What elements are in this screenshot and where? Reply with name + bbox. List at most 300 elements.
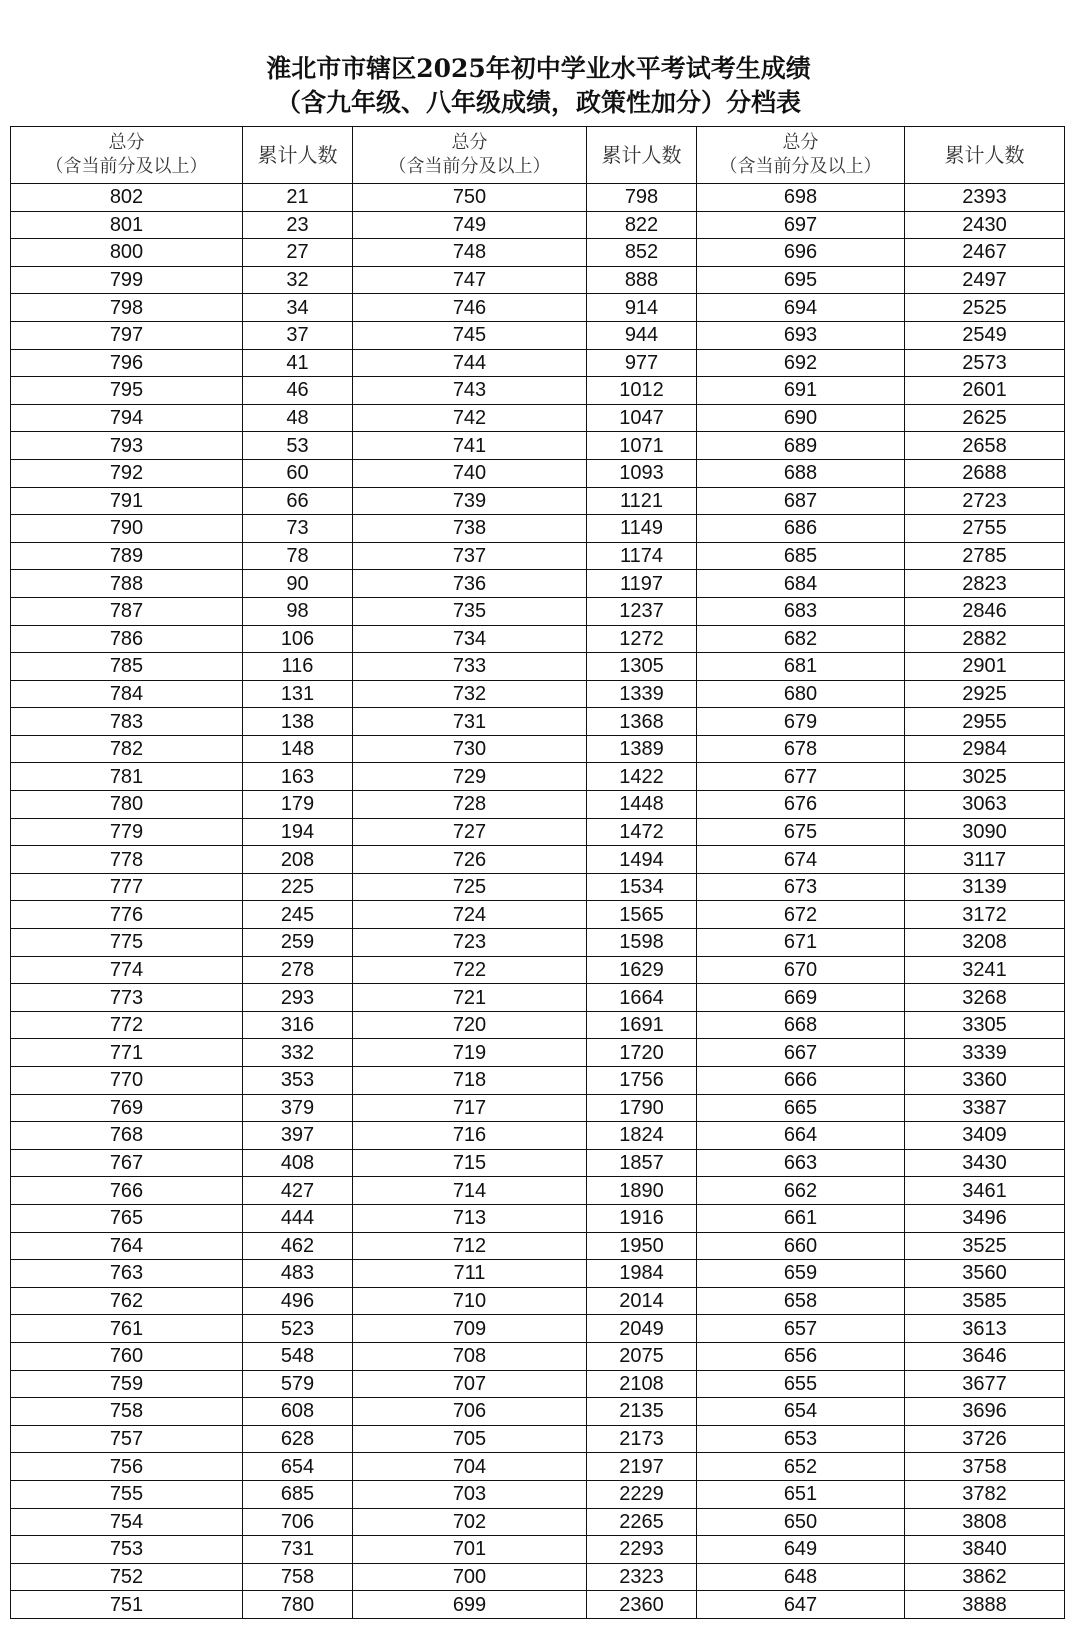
score-cell: 700 — [353, 1563, 587, 1591]
score-cell: 661 — [697, 1204, 905, 1232]
score-cell: 740 — [353, 459, 587, 487]
header-total-score: 总分 （含当前分及以上） — [697, 127, 905, 184]
score-cell: 694 — [697, 294, 905, 322]
table-row — [11, 487, 1065, 515]
score-cell: 751 — [11, 1591, 243, 1619]
score-cell: 685 — [697, 542, 905, 570]
score-cell: 743 — [353, 377, 587, 405]
count-cell: 27 — [243, 239, 353, 267]
score-cell: 797 — [11, 321, 243, 349]
score-cell: 739 — [353, 487, 587, 515]
score-cell: 732 — [353, 680, 587, 708]
count-cell: 1534 — [587, 873, 697, 901]
score-cell: 693 — [697, 321, 905, 349]
count-cell: 1237 — [587, 597, 697, 625]
count-cell: 944 — [587, 321, 697, 349]
count-cell: 106 — [243, 625, 353, 653]
count-cell: 3525 — [905, 1232, 1065, 1260]
score-cell: 748 — [353, 239, 587, 267]
score-cell: 692 — [697, 349, 905, 377]
count-cell: 179 — [243, 791, 353, 819]
score-cell: 680 — [697, 680, 905, 708]
score-cell: 657 — [697, 1315, 905, 1343]
count-cell: 3677 — [905, 1370, 1065, 1398]
score-cell: 744 — [353, 349, 587, 377]
count-cell: 2135 — [587, 1398, 697, 1426]
count-cell: 66 — [243, 487, 353, 515]
score-cell: 733 — [353, 653, 587, 681]
table-row — [11, 1398, 1065, 1426]
score-cell: 689 — [697, 432, 905, 460]
count-cell: 397 — [243, 1122, 353, 1150]
score-cell: 652 — [697, 1453, 905, 1481]
score-cell: 681 — [697, 653, 905, 681]
count-cell: 2323 — [587, 1563, 697, 1591]
count-cell: 3305 — [905, 1011, 1065, 1039]
count-cell: 3758 — [905, 1453, 1065, 1481]
score-cell: 799 — [11, 266, 243, 294]
count-cell: 2549 — [905, 321, 1065, 349]
count-cell: 1121 — [587, 487, 697, 515]
count-cell: 628 — [243, 1425, 353, 1453]
score-cell: 753 — [11, 1536, 243, 1564]
score-cell: 756 — [11, 1453, 243, 1481]
count-cell: 2014 — [587, 1287, 697, 1315]
score-cell: 788 — [11, 570, 243, 598]
score-cell: 717 — [353, 1094, 587, 1122]
table-row — [11, 1177, 1065, 1205]
score-cell: 688 — [697, 459, 905, 487]
score-cell: 698 — [697, 184, 905, 212]
score-cell: 771 — [11, 1039, 243, 1067]
table-row — [11, 542, 1065, 570]
score-cell: 714 — [353, 1177, 587, 1205]
document-title — [0, 52, 1077, 120]
count-cell: 548 — [243, 1342, 353, 1370]
count-cell: 2823 — [905, 570, 1065, 598]
count-cell: 3172 — [905, 901, 1065, 929]
count-cell: 1984 — [587, 1260, 697, 1288]
count-cell: 2467 — [905, 239, 1065, 267]
score-cell: 734 — [353, 625, 587, 653]
count-cell: 3339 — [905, 1039, 1065, 1067]
count-cell: 1720 — [587, 1039, 697, 1067]
count-cell: 2955 — [905, 708, 1065, 736]
score-cell: 746 — [353, 294, 587, 322]
table-row — [11, 984, 1065, 1012]
count-cell: 1629 — [587, 956, 697, 984]
table-row — [11, 349, 1065, 377]
count-cell: 685 — [243, 1480, 353, 1508]
score-cell: 790 — [11, 515, 243, 543]
count-cell: 977 — [587, 349, 697, 377]
count-cell: 3025 — [905, 763, 1065, 791]
table-row — [11, 625, 1065, 653]
score-cell: 724 — [353, 901, 587, 929]
table-row — [11, 846, 1065, 874]
count-cell: 3387 — [905, 1094, 1065, 1122]
score-cell: 663 — [697, 1149, 905, 1177]
count-cell: 3268 — [905, 984, 1065, 1012]
table-row — [11, 1480, 1065, 1508]
table-row — [11, 184, 1065, 212]
score-cell: 653 — [697, 1425, 905, 1453]
count-cell: 731 — [243, 1536, 353, 1564]
score-cell: 762 — [11, 1287, 243, 1315]
table-row — [11, 1039, 1065, 1067]
count-cell: 408 — [243, 1149, 353, 1177]
count-cell: 41 — [243, 349, 353, 377]
count-cell: 138 — [243, 708, 353, 736]
count-cell: 37 — [243, 321, 353, 349]
count-cell: 2430 — [905, 211, 1065, 239]
count-cell: 163 — [243, 763, 353, 791]
score-cell: 658 — [697, 1287, 905, 1315]
count-cell: 1756 — [587, 1067, 697, 1095]
score-cell: 737 — [353, 542, 587, 570]
score-cell: 719 — [353, 1039, 587, 1067]
score-cell: 682 — [697, 625, 905, 653]
count-cell: 1012 — [587, 377, 697, 405]
header-cumulative-count: 累计人数 — [587, 127, 697, 184]
count-cell: 1448 — [587, 791, 697, 819]
table-row — [11, 1011, 1065, 1039]
count-cell: 2197 — [587, 1453, 697, 1481]
count-cell: 3585 — [905, 1287, 1065, 1315]
count-cell: 1598 — [587, 929, 697, 957]
score-cell: 757 — [11, 1425, 243, 1453]
score-cell: 678 — [697, 735, 905, 763]
count-cell: 98 — [243, 597, 353, 625]
table-row — [11, 459, 1065, 487]
count-cell: 1305 — [587, 653, 697, 681]
table-row — [11, 1536, 1065, 1564]
count-cell: 2658 — [905, 432, 1065, 460]
score-cell: 769 — [11, 1094, 243, 1122]
count-cell: 2723 — [905, 487, 1065, 515]
count-cell: 1950 — [587, 1232, 697, 1260]
score-cell: 760 — [11, 1342, 243, 1370]
count-cell: 48 — [243, 404, 353, 432]
count-cell: 225 — [243, 873, 353, 901]
header-cumulative-count: 累计人数 — [905, 127, 1065, 184]
score-cell: 765 — [11, 1204, 243, 1232]
score-cell: 745 — [353, 321, 587, 349]
table-row — [11, 1122, 1065, 1150]
count-cell: 2265 — [587, 1508, 697, 1536]
score-cell: 764 — [11, 1232, 243, 1260]
count-cell: 579 — [243, 1370, 353, 1398]
count-cell: 1149 — [587, 515, 697, 543]
count-cell: 2925 — [905, 680, 1065, 708]
score-cell: 770 — [11, 1067, 243, 1095]
score-cell: 763 — [11, 1260, 243, 1288]
score-cell: 655 — [697, 1370, 905, 1398]
table-row — [11, 653, 1065, 681]
score-cell: 747 — [353, 266, 587, 294]
score-cell: 726 — [353, 846, 587, 874]
score-cell: 712 — [353, 1232, 587, 1260]
score-cell: 664 — [697, 1122, 905, 1150]
count-cell: 3430 — [905, 1149, 1065, 1177]
table-row — [11, 515, 1065, 543]
table-row — [11, 1232, 1065, 1260]
count-cell: 1272 — [587, 625, 697, 653]
count-cell: 208 — [243, 846, 353, 874]
count-cell: 2360 — [587, 1591, 697, 1619]
table-row — [11, 1149, 1065, 1177]
count-cell: 2293 — [587, 1536, 697, 1564]
table-row — [11, 1067, 1065, 1095]
score-cell: 668 — [697, 1011, 905, 1039]
score-cell: 741 — [353, 432, 587, 460]
score-cell: 755 — [11, 1480, 243, 1508]
score-cell: 706 — [353, 1398, 587, 1426]
score-cell: 768 — [11, 1122, 243, 1150]
score-cell: 742 — [353, 404, 587, 432]
count-cell: 3613 — [905, 1315, 1065, 1343]
count-cell: 131 — [243, 680, 353, 708]
table-row — [11, 266, 1065, 294]
count-cell: 3090 — [905, 818, 1065, 846]
count-cell: 462 — [243, 1232, 353, 1260]
score-table — [10, 126, 1065, 1619]
score-cell: 759 — [11, 1370, 243, 1398]
score-cell: 677 — [697, 763, 905, 791]
count-cell: 1472 — [587, 818, 697, 846]
table-row — [11, 680, 1065, 708]
count-cell: 1494 — [587, 846, 697, 874]
count-cell: 90 — [243, 570, 353, 598]
header-cumulative-count: 累计人数 — [243, 127, 353, 184]
score-cell: 702 — [353, 1508, 587, 1536]
score-cell: 675 — [697, 818, 905, 846]
score-cell: 779 — [11, 818, 243, 846]
count-cell: 116 — [243, 653, 353, 681]
header-total-score: 总分 （含当前分及以上） — [11, 127, 243, 184]
score-cell: 687 — [697, 487, 905, 515]
count-cell: 1422 — [587, 763, 697, 791]
count-cell: 2846 — [905, 597, 1065, 625]
score-cell: 772 — [11, 1011, 243, 1039]
count-cell: 278 — [243, 956, 353, 984]
score-cell: 736 — [353, 570, 587, 598]
score-cell: 793 — [11, 432, 243, 460]
count-cell: 3139 — [905, 873, 1065, 901]
score-cell: 708 — [353, 1342, 587, 1370]
score-cell: 676 — [697, 791, 905, 819]
header-total-score: 总分 （含当前分及以上） — [353, 127, 587, 184]
count-cell: 3862 — [905, 1563, 1065, 1591]
score-cell: 802 — [11, 184, 243, 212]
count-cell: 259 — [243, 929, 353, 957]
count-cell: 2049 — [587, 1315, 697, 1343]
score-cell: 672 — [697, 901, 905, 929]
score-cell: 691 — [697, 377, 905, 405]
count-cell: 293 — [243, 984, 353, 1012]
count-cell: 3646 — [905, 1342, 1065, 1370]
score-cell: 709 — [353, 1315, 587, 1343]
count-cell: 2625 — [905, 404, 1065, 432]
table-header-row — [11, 127, 1065, 184]
score-cell: 699 — [353, 1591, 587, 1619]
score-cell: 704 — [353, 1453, 587, 1481]
score-cell: 720 — [353, 1011, 587, 1039]
score-cell: 725 — [353, 873, 587, 901]
score-cell: 794 — [11, 404, 243, 432]
count-cell: 245 — [243, 901, 353, 929]
score-cell: 696 — [697, 239, 905, 267]
table-row — [11, 929, 1065, 957]
score-cell: 670 — [697, 956, 905, 984]
score-cell: 647 — [697, 1591, 905, 1619]
score-cell: 730 — [353, 735, 587, 763]
count-cell: 1368 — [587, 708, 697, 736]
score-cell: 722 — [353, 956, 587, 984]
score-cell: 727 — [353, 818, 587, 846]
count-cell: 78 — [243, 542, 353, 570]
score-cell: 662 — [697, 1177, 905, 1205]
table-row — [11, 956, 1065, 984]
score-cell: 669 — [697, 984, 905, 1012]
count-cell: 1857 — [587, 1149, 697, 1177]
count-cell: 2901 — [905, 653, 1065, 681]
table-row — [11, 597, 1065, 625]
table-row — [11, 763, 1065, 791]
count-cell: 3840 — [905, 1536, 1065, 1564]
score-cell: 750 — [353, 184, 587, 212]
count-cell: 798 — [587, 184, 697, 212]
count-cell: 23 — [243, 211, 353, 239]
table-row — [11, 404, 1065, 432]
score-cell: 650 — [697, 1508, 905, 1536]
count-cell: 1174 — [587, 542, 697, 570]
count-cell: 1339 — [587, 680, 697, 708]
count-cell: 1890 — [587, 1177, 697, 1205]
score-cell: 781 — [11, 763, 243, 791]
count-cell: 1197 — [587, 570, 697, 598]
count-cell: 1047 — [587, 404, 697, 432]
count-cell: 654 — [243, 1453, 353, 1481]
count-cell: 1916 — [587, 1204, 697, 1232]
count-cell: 1093 — [587, 459, 697, 487]
score-cell: 752 — [11, 1563, 243, 1591]
count-cell: 2525 — [905, 294, 1065, 322]
score-cell: 713 — [353, 1204, 587, 1232]
title-line-2: （含九年级、八年级成绩，政策性加分）分档表 — [275, 88, 801, 117]
count-cell: 73 — [243, 515, 353, 543]
count-cell: 706 — [243, 1508, 353, 1536]
score-cell: 718 — [353, 1067, 587, 1095]
count-cell: 1664 — [587, 984, 697, 1012]
table-row — [11, 1563, 1065, 1591]
table-row — [11, 1094, 1065, 1122]
table-row — [11, 377, 1065, 405]
score-cell: 686 — [697, 515, 905, 543]
count-cell: 46 — [243, 377, 353, 405]
score-cell: 783 — [11, 708, 243, 736]
count-cell: 852 — [587, 239, 697, 267]
score-cell: 684 — [697, 570, 905, 598]
count-cell: 780 — [243, 1591, 353, 1619]
score-cell: 789 — [11, 542, 243, 570]
score-cell: 800 — [11, 239, 243, 267]
score-cell: 761 — [11, 1315, 243, 1343]
count-cell: 332 — [243, 1039, 353, 1067]
table-row — [11, 1591, 1065, 1619]
count-cell: 3117 — [905, 846, 1065, 874]
score-cell: 673 — [697, 873, 905, 901]
table-row — [11, 873, 1065, 901]
score-cell: 786 — [11, 625, 243, 653]
count-cell: 353 — [243, 1067, 353, 1095]
count-cell: 2075 — [587, 1342, 697, 1370]
count-cell: 2497 — [905, 266, 1065, 294]
table-body — [11, 184, 1065, 1619]
score-cell: 715 — [353, 1149, 587, 1177]
count-cell: 483 — [243, 1260, 353, 1288]
table-row — [11, 1287, 1065, 1315]
title-line-1: 淮北市市辖区2025年初中学业水平考试考生成绩 — [266, 54, 811, 83]
score-cell: 648 — [697, 1563, 905, 1591]
count-cell: 60 — [243, 459, 353, 487]
score-cell: 782 — [11, 735, 243, 763]
score-cell: 785 — [11, 653, 243, 681]
score-cell: 723 — [353, 929, 587, 957]
count-cell: 3808 — [905, 1508, 1065, 1536]
count-cell: 53 — [243, 432, 353, 460]
count-cell: 32 — [243, 266, 353, 294]
score-cell: 656 — [697, 1342, 905, 1370]
score-cell: 791 — [11, 487, 243, 515]
table-row — [11, 1260, 1065, 1288]
count-cell: 3409 — [905, 1122, 1065, 1150]
count-cell: 2573 — [905, 349, 1065, 377]
score-cell: 787 — [11, 597, 243, 625]
table-row — [11, 1453, 1065, 1481]
score-cell: 674 — [697, 846, 905, 874]
score-cell: 776 — [11, 901, 243, 929]
table-row — [11, 239, 1065, 267]
score-cell: 784 — [11, 680, 243, 708]
score-cell: 671 — [697, 929, 905, 957]
count-cell: 444 — [243, 1204, 353, 1232]
score-cell: 707 — [353, 1370, 587, 1398]
score-cell: 667 — [697, 1039, 905, 1067]
count-cell: 3560 — [905, 1260, 1065, 1288]
table-row — [11, 570, 1065, 598]
count-cell: 496 — [243, 1287, 353, 1315]
count-cell: 2785 — [905, 542, 1065, 570]
table-row — [11, 901, 1065, 929]
score-cell: 777 — [11, 873, 243, 901]
count-cell: 758 — [243, 1563, 353, 1591]
score-cell: 754 — [11, 1508, 243, 1536]
score-cell: 654 — [697, 1398, 905, 1426]
count-cell: 2108 — [587, 1370, 697, 1398]
count-cell: 1565 — [587, 901, 697, 929]
count-cell: 379 — [243, 1094, 353, 1122]
table-row — [11, 321, 1065, 349]
count-cell: 21 — [243, 184, 353, 212]
score-cell: 775 — [11, 929, 243, 957]
score-cell: 792 — [11, 459, 243, 487]
count-cell: 1389 — [587, 735, 697, 763]
count-cell: 1790 — [587, 1094, 697, 1122]
score-cell: 778 — [11, 846, 243, 874]
count-cell: 1071 — [587, 432, 697, 460]
score-cell: 651 — [697, 1480, 905, 1508]
